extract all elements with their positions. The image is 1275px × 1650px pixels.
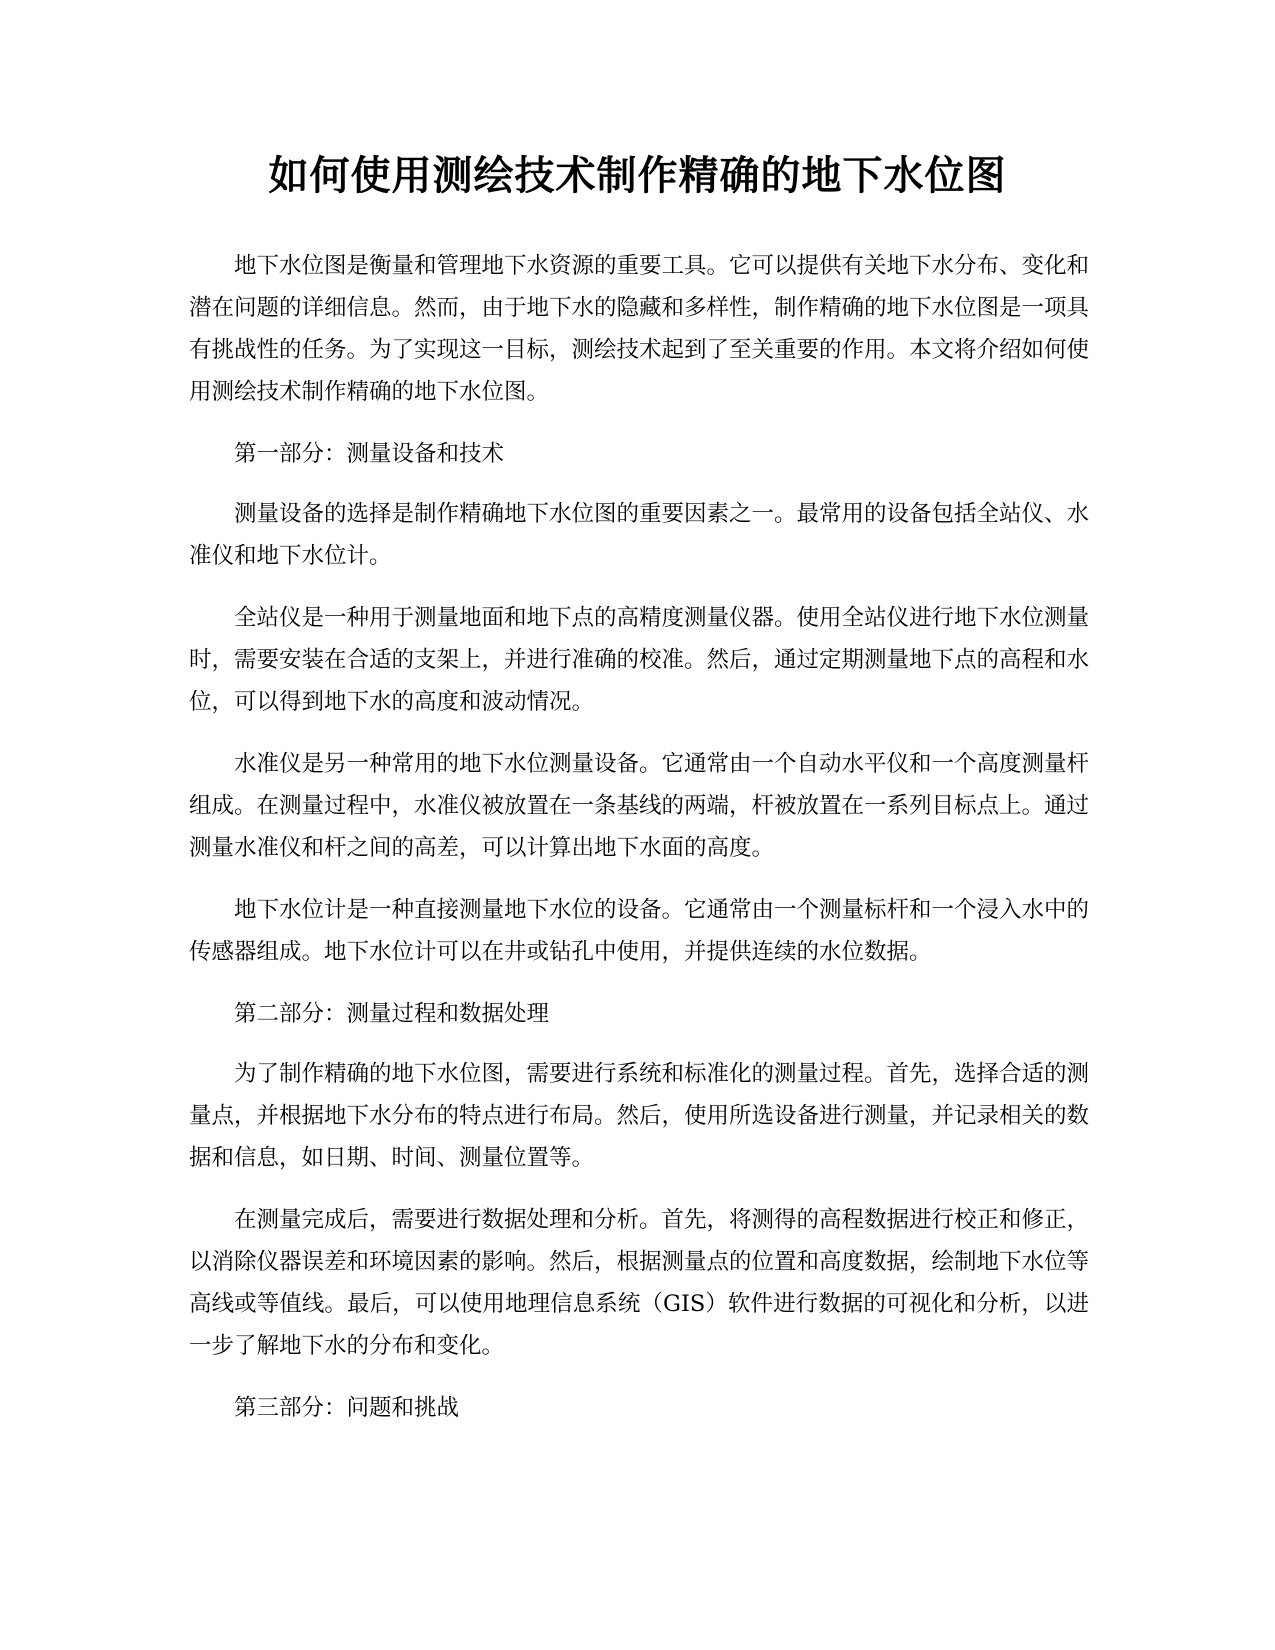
section-heading-2: 第二部分：测量过程和数据处理 [234,1001,550,1027]
paragraph-intro: 地下水位图是衡量和管理地下水资源的重要工具。它可以提供有关地下水分布、变化和潜在问题的详细信息。然而，由于地下水的隐藏和多样性，制作精确的地下水位图是一项具有挑战性的任务。为了实现这一目标，测绘技术起到了至关重要的作用。本文将介绍如何使用测绘技术制作精确的地下水位图。 [189,253,1090,405]
paragraph-water-gauge: 地下水位计是一种直接测量地下水位的设备。它通常由一个测量标杆和一个浸入水中的传感器组成。地下水位计可以在井或钻孔中使用，并提供连续的水位数据。 [189,897,1090,965]
paragraph-equipment: 测量设备的选择是制作精确地下水位图的重要因素之一。最常用的设备包括全站仪、水准仪和地下水位计。 [189,501,1090,569]
document-body [189,245,1089,1447]
section-heading-1: 第一部分：测量设备和技术 [234,441,505,467]
paragraph-process: 为了制作精确的地下水位图，需要进行系统和标准化的测量过程。首先，选择合适的测量点，并根据地下水分布的特点进行布局。然后，使用所选设备进行测量，并记录相关的数据和信息，如日期、时间、测量位置等。 [189,1061,1090,1171]
document-title: 如何使用测绘技术制作精确的地下水位图 [268,153,1007,199]
section-heading-3: 第三部分：问题和挑战 [234,1395,460,1421]
paragraph-data-processing: 在测量完成后，需要进行数据处理和分析。首先，将测得的高程数据进行校正和修正，以消除仪器误差和环境因素的影响。然后，根据测量点的位置和高度数据，绘制地下水位等高线或等值线。最后，可以使用地理信息系统（GIS）软件进行数据的可视化和分析，以进一步了解地下水的分布和变化。 [189,1207,1090,1359]
paragraph-level: 水准仪是另一种常用的地下水位测量设备。它通常由一个自动水平仪和一个高度测量杆组成。在测量过程中，水准仪被放置在一条基线的两端，杆被放置在一系列目标点上。通过测量水准仪和杆之间的高差，可以计算出地下水面的高度。 [189,751,1090,861]
paragraph-total-station: 全站仪是一种用于测量地面和地下点的高精度测量仪器。使用全站仪进行地下水位测量时，需要安装在合适的支架上，并进行准确的校准。然后，通过定期测量地下点的高程和水位，可以得到地下水的高度和波动情况。 [189,605,1090,715]
